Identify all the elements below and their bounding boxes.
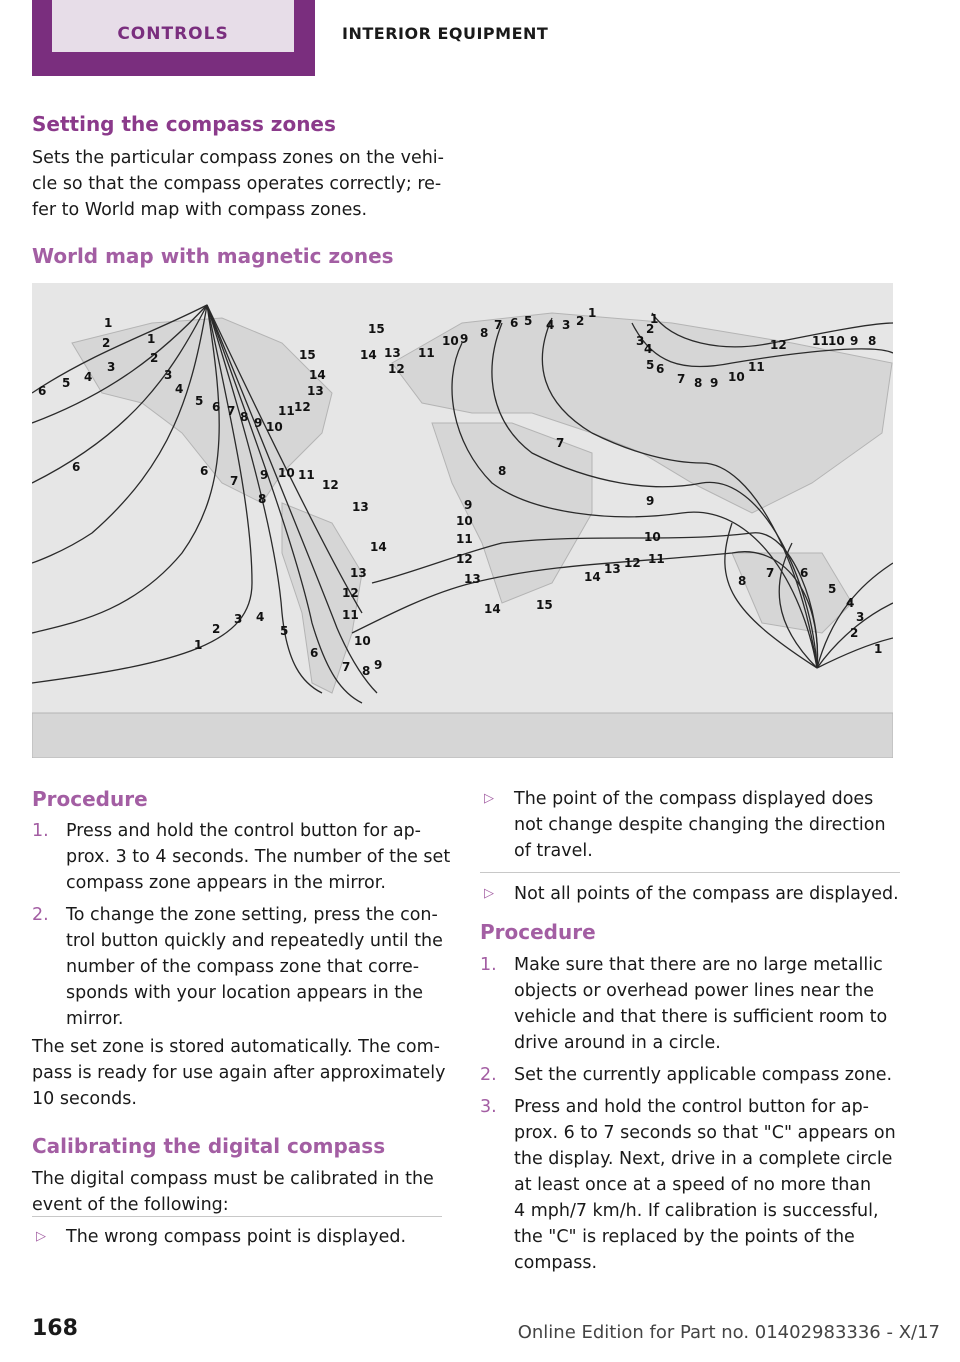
svg-text:11: 11 xyxy=(278,404,295,418)
svg-text:8: 8 xyxy=(480,326,489,340)
svg-text:6: 6 xyxy=(38,384,47,398)
svg-text:2: 2 xyxy=(212,622,221,636)
svg-text:14: 14 xyxy=(584,570,601,584)
svg-text:11: 11 xyxy=(456,532,473,546)
svg-text:7: 7 xyxy=(342,660,351,674)
body-line: The set zone is stored automatically. The com- xyxy=(32,1037,440,1057)
svg-text:10: 10 xyxy=(728,370,745,384)
svg-text:10: 10 xyxy=(266,420,283,434)
svg-text:2: 2 xyxy=(150,351,159,365)
svg-text:13: 13 xyxy=(352,500,369,514)
step-line: drive around in a circle. xyxy=(514,1033,721,1053)
svg-text:9: 9 xyxy=(710,376,719,390)
svg-text:1: 1 xyxy=(588,306,597,320)
calibrate-title: Calibrating the digital compass xyxy=(32,1134,386,1158)
body-line: fer to World map with compass zones. xyxy=(32,200,368,220)
svg-text:7: 7 xyxy=(494,318,503,332)
svg-text:8: 8 xyxy=(362,664,371,678)
svg-text:1: 1 xyxy=(874,642,883,656)
svg-text:4: 4 xyxy=(846,596,855,610)
svg-text:7: 7 xyxy=(230,474,239,488)
svg-text:13: 13 xyxy=(384,346,401,360)
svg-text:12: 12 xyxy=(624,556,641,570)
bullet-line: not change despite changing the direction xyxy=(514,815,886,835)
calibrate-bullets-right xyxy=(480,786,900,907)
svg-text:3: 3 xyxy=(107,360,116,374)
svg-text:8: 8 xyxy=(738,574,747,588)
procedure2-steps xyxy=(480,952,900,1276)
step-number: 1. xyxy=(32,821,49,841)
svg-text:10: 10 xyxy=(442,334,459,348)
body-line: The digital compass must be calibrated in the xyxy=(32,1169,434,1189)
svg-text:12: 12 xyxy=(770,338,787,352)
bullet-line: Not all points of the compass are displayed. xyxy=(514,884,899,904)
svg-text:10: 10 xyxy=(456,514,473,528)
svg-text:10: 10 xyxy=(278,466,295,480)
world-map-magnetic-zones xyxy=(32,283,893,758)
step-line: vehicle and that there is sufficient room to xyxy=(514,1007,888,1027)
svg-text:5: 5 xyxy=(280,624,289,638)
triangle-bullet-icon: ▷ xyxy=(36,1229,46,1244)
procedure-title: Procedure xyxy=(32,787,148,811)
svg-text:5: 5 xyxy=(524,314,533,328)
svg-text:5: 5 xyxy=(646,358,655,372)
svg-text:11: 11 xyxy=(812,334,829,348)
step-line: Press and hold the control button for ap- xyxy=(514,1097,869,1117)
step-line: sponds with your location appears in the xyxy=(66,983,423,1003)
step-number: 2. xyxy=(32,905,49,925)
svg-text:14: 14 xyxy=(370,540,387,554)
svg-text:14: 14 xyxy=(309,368,326,382)
svg-text:4: 4 xyxy=(175,382,184,396)
svg-text:8: 8 xyxy=(868,334,877,348)
body-line: 10 seconds. xyxy=(32,1089,137,1109)
svg-text:6: 6 xyxy=(72,460,81,474)
svg-text:9: 9 xyxy=(260,468,269,482)
svg-text:3: 3 xyxy=(562,318,571,332)
svg-text:10: 10 xyxy=(644,530,661,544)
triangle-bullet-icon: ▷ xyxy=(484,886,494,901)
body-line: Sets the particular compass zones on the vehi- xyxy=(32,148,444,168)
svg-text:3: 3 xyxy=(164,368,173,382)
svg-text:2: 2 xyxy=(102,336,111,350)
svg-text:1: 1 xyxy=(650,312,659,326)
svg-text:9: 9 xyxy=(460,332,469,346)
svg-text:7: 7 xyxy=(766,566,775,580)
calibrate-body xyxy=(32,1166,452,1218)
step-line: compass zone appears in the mirror. xyxy=(66,873,386,893)
step-line: objects or overhead power lines near the xyxy=(514,981,875,1001)
svg-text:15: 15 xyxy=(299,348,316,362)
list-item xyxy=(480,786,900,872)
list-item xyxy=(480,952,900,1056)
step-line: the display. Next, drive in a complete circle xyxy=(514,1149,893,1169)
footer-edition: Online Edition for Part no. 01402983336 - X/17 xyxy=(517,1322,940,1343)
list-item xyxy=(32,818,452,896)
svg-text:7: 7 xyxy=(556,436,565,450)
svg-text:8: 8 xyxy=(258,492,267,506)
bullet-line: The wrong compass point is displayed. xyxy=(66,1227,407,1247)
list-item xyxy=(480,872,900,907)
calibrate-bullets-left xyxy=(32,1224,452,1250)
step-number: 2. xyxy=(480,1065,497,1085)
step-line: trol button quickly and repeatedly until the xyxy=(66,931,443,951)
svg-text:4: 4 xyxy=(256,610,265,624)
page-number: 168 xyxy=(32,1316,78,1341)
step-line: prox. 6 to 7 seconds so that "C" appears on xyxy=(514,1123,896,1143)
svg-text:11: 11 xyxy=(342,608,359,622)
list-item xyxy=(480,1062,900,1088)
svg-text:9: 9 xyxy=(646,494,655,508)
svg-text:6: 6 xyxy=(656,362,665,376)
svg-text:4: 4 xyxy=(546,318,555,332)
tab-controls-label: CONTROLS xyxy=(52,0,294,52)
body-line: event of the following: xyxy=(32,1195,229,1215)
svg-text:15: 15 xyxy=(368,322,385,336)
map-title: World map with magnetic zones xyxy=(32,244,394,268)
svg-text:2: 2 xyxy=(646,322,655,336)
svg-text:11: 11 xyxy=(648,552,665,566)
step-line: Set the currently applicable compass zone. xyxy=(514,1065,893,1085)
procedure2-title: Procedure xyxy=(480,920,596,944)
svg-text:6: 6 xyxy=(510,316,519,330)
svg-text:9: 9 xyxy=(850,334,859,348)
svg-text:13: 13 xyxy=(307,384,324,398)
bullet-line: The point of the compass displayed does xyxy=(514,789,874,809)
svg-text:3: 3 xyxy=(856,610,865,624)
divider xyxy=(32,1216,442,1217)
svg-text:13: 13 xyxy=(350,566,367,580)
procedure1-after xyxy=(32,1034,452,1112)
svg-text:6: 6 xyxy=(200,464,209,478)
step-number: 1. xyxy=(480,955,497,975)
svg-text:13: 13 xyxy=(604,562,621,576)
svg-text:9: 9 xyxy=(374,658,383,672)
svg-text:1: 1 xyxy=(104,316,113,330)
step-number: 3. xyxy=(480,1097,497,1117)
svg-text:4: 4 xyxy=(84,370,93,384)
svg-text:5: 5 xyxy=(195,394,204,408)
list-item xyxy=(32,1224,452,1250)
svg-text:12: 12 xyxy=(322,478,339,492)
svg-text:12: 12 xyxy=(456,552,473,566)
bullet-line: of travel. xyxy=(514,841,593,861)
svg-text:9: 9 xyxy=(254,416,263,430)
section1-body xyxy=(32,145,452,223)
svg-text:8: 8 xyxy=(240,410,249,424)
svg-text:6: 6 xyxy=(800,566,809,580)
triangle-bullet-icon: ▷ xyxy=(484,791,494,806)
svg-text:6: 6 xyxy=(212,400,221,414)
svg-text:11: 11 xyxy=(748,360,765,374)
svg-text:12: 12 xyxy=(388,362,405,376)
svg-text:9: 9 xyxy=(464,498,473,512)
svg-text:5: 5 xyxy=(62,376,71,390)
step-line: prox. 3 to 4 seconds. The number of the set xyxy=(66,847,451,867)
svg-text:6: 6 xyxy=(310,646,319,660)
svg-text:7: 7 xyxy=(227,404,236,418)
world-map-svg xyxy=(32,283,893,758)
step-line: 4 mph/7 km/h. If calibration is successful, xyxy=(514,1201,879,1221)
body-line: pass is ready for use again after approximately xyxy=(32,1063,446,1083)
step-line: the "C" is replaced by the points of the xyxy=(514,1227,855,1247)
step-line: at least once at a speed of no more than xyxy=(514,1175,872,1195)
svg-text:1: 1 xyxy=(194,638,203,652)
svg-text:10: 10 xyxy=(828,334,845,348)
step-line: compass. xyxy=(514,1253,598,1273)
svg-text:15: 15 xyxy=(536,598,553,612)
section-title-compass-zones: Setting the compass zones xyxy=(32,112,336,136)
svg-text:8: 8 xyxy=(498,464,507,478)
svg-text:1: 1 xyxy=(147,332,156,346)
step-line: mirror. xyxy=(66,1009,124,1029)
list-item xyxy=(32,902,452,1032)
body-line: cle so that the compass operates correctly; re- xyxy=(32,174,442,194)
section-label: INTERIOR EQUIPMENT xyxy=(342,24,549,43)
svg-text:2: 2 xyxy=(576,314,585,328)
header-tab-controls xyxy=(32,0,315,76)
svg-text:8: 8 xyxy=(694,376,703,390)
svg-text:3: 3 xyxy=(636,334,645,348)
svg-text:10: 10 xyxy=(354,634,371,648)
step-line: Press and hold the control button for ap- xyxy=(66,821,421,841)
svg-text:3: 3 xyxy=(234,612,243,626)
svg-text:14: 14 xyxy=(484,602,501,616)
svg-text:12: 12 xyxy=(294,400,311,414)
svg-text:7: 7 xyxy=(677,372,686,386)
svg-text:5: 5 xyxy=(828,582,837,596)
svg-text:13: 13 xyxy=(464,572,481,586)
svg-text:12: 12 xyxy=(342,586,359,600)
svg-text:4: 4 xyxy=(644,342,653,356)
step-line: number of the compass zone that corre- xyxy=(66,957,420,977)
svg-text:11: 11 xyxy=(418,346,435,360)
svg-text:14: 14 xyxy=(360,348,377,362)
svg-text:2: 2 xyxy=(850,626,859,640)
step-line: Make sure that there are no large metallic xyxy=(514,955,883,975)
list-item xyxy=(480,1094,900,1276)
step-line: To change the zone setting, press the con- xyxy=(66,905,438,925)
svg-text:11: 11 xyxy=(298,468,315,482)
procedure1-steps xyxy=(32,818,452,1032)
